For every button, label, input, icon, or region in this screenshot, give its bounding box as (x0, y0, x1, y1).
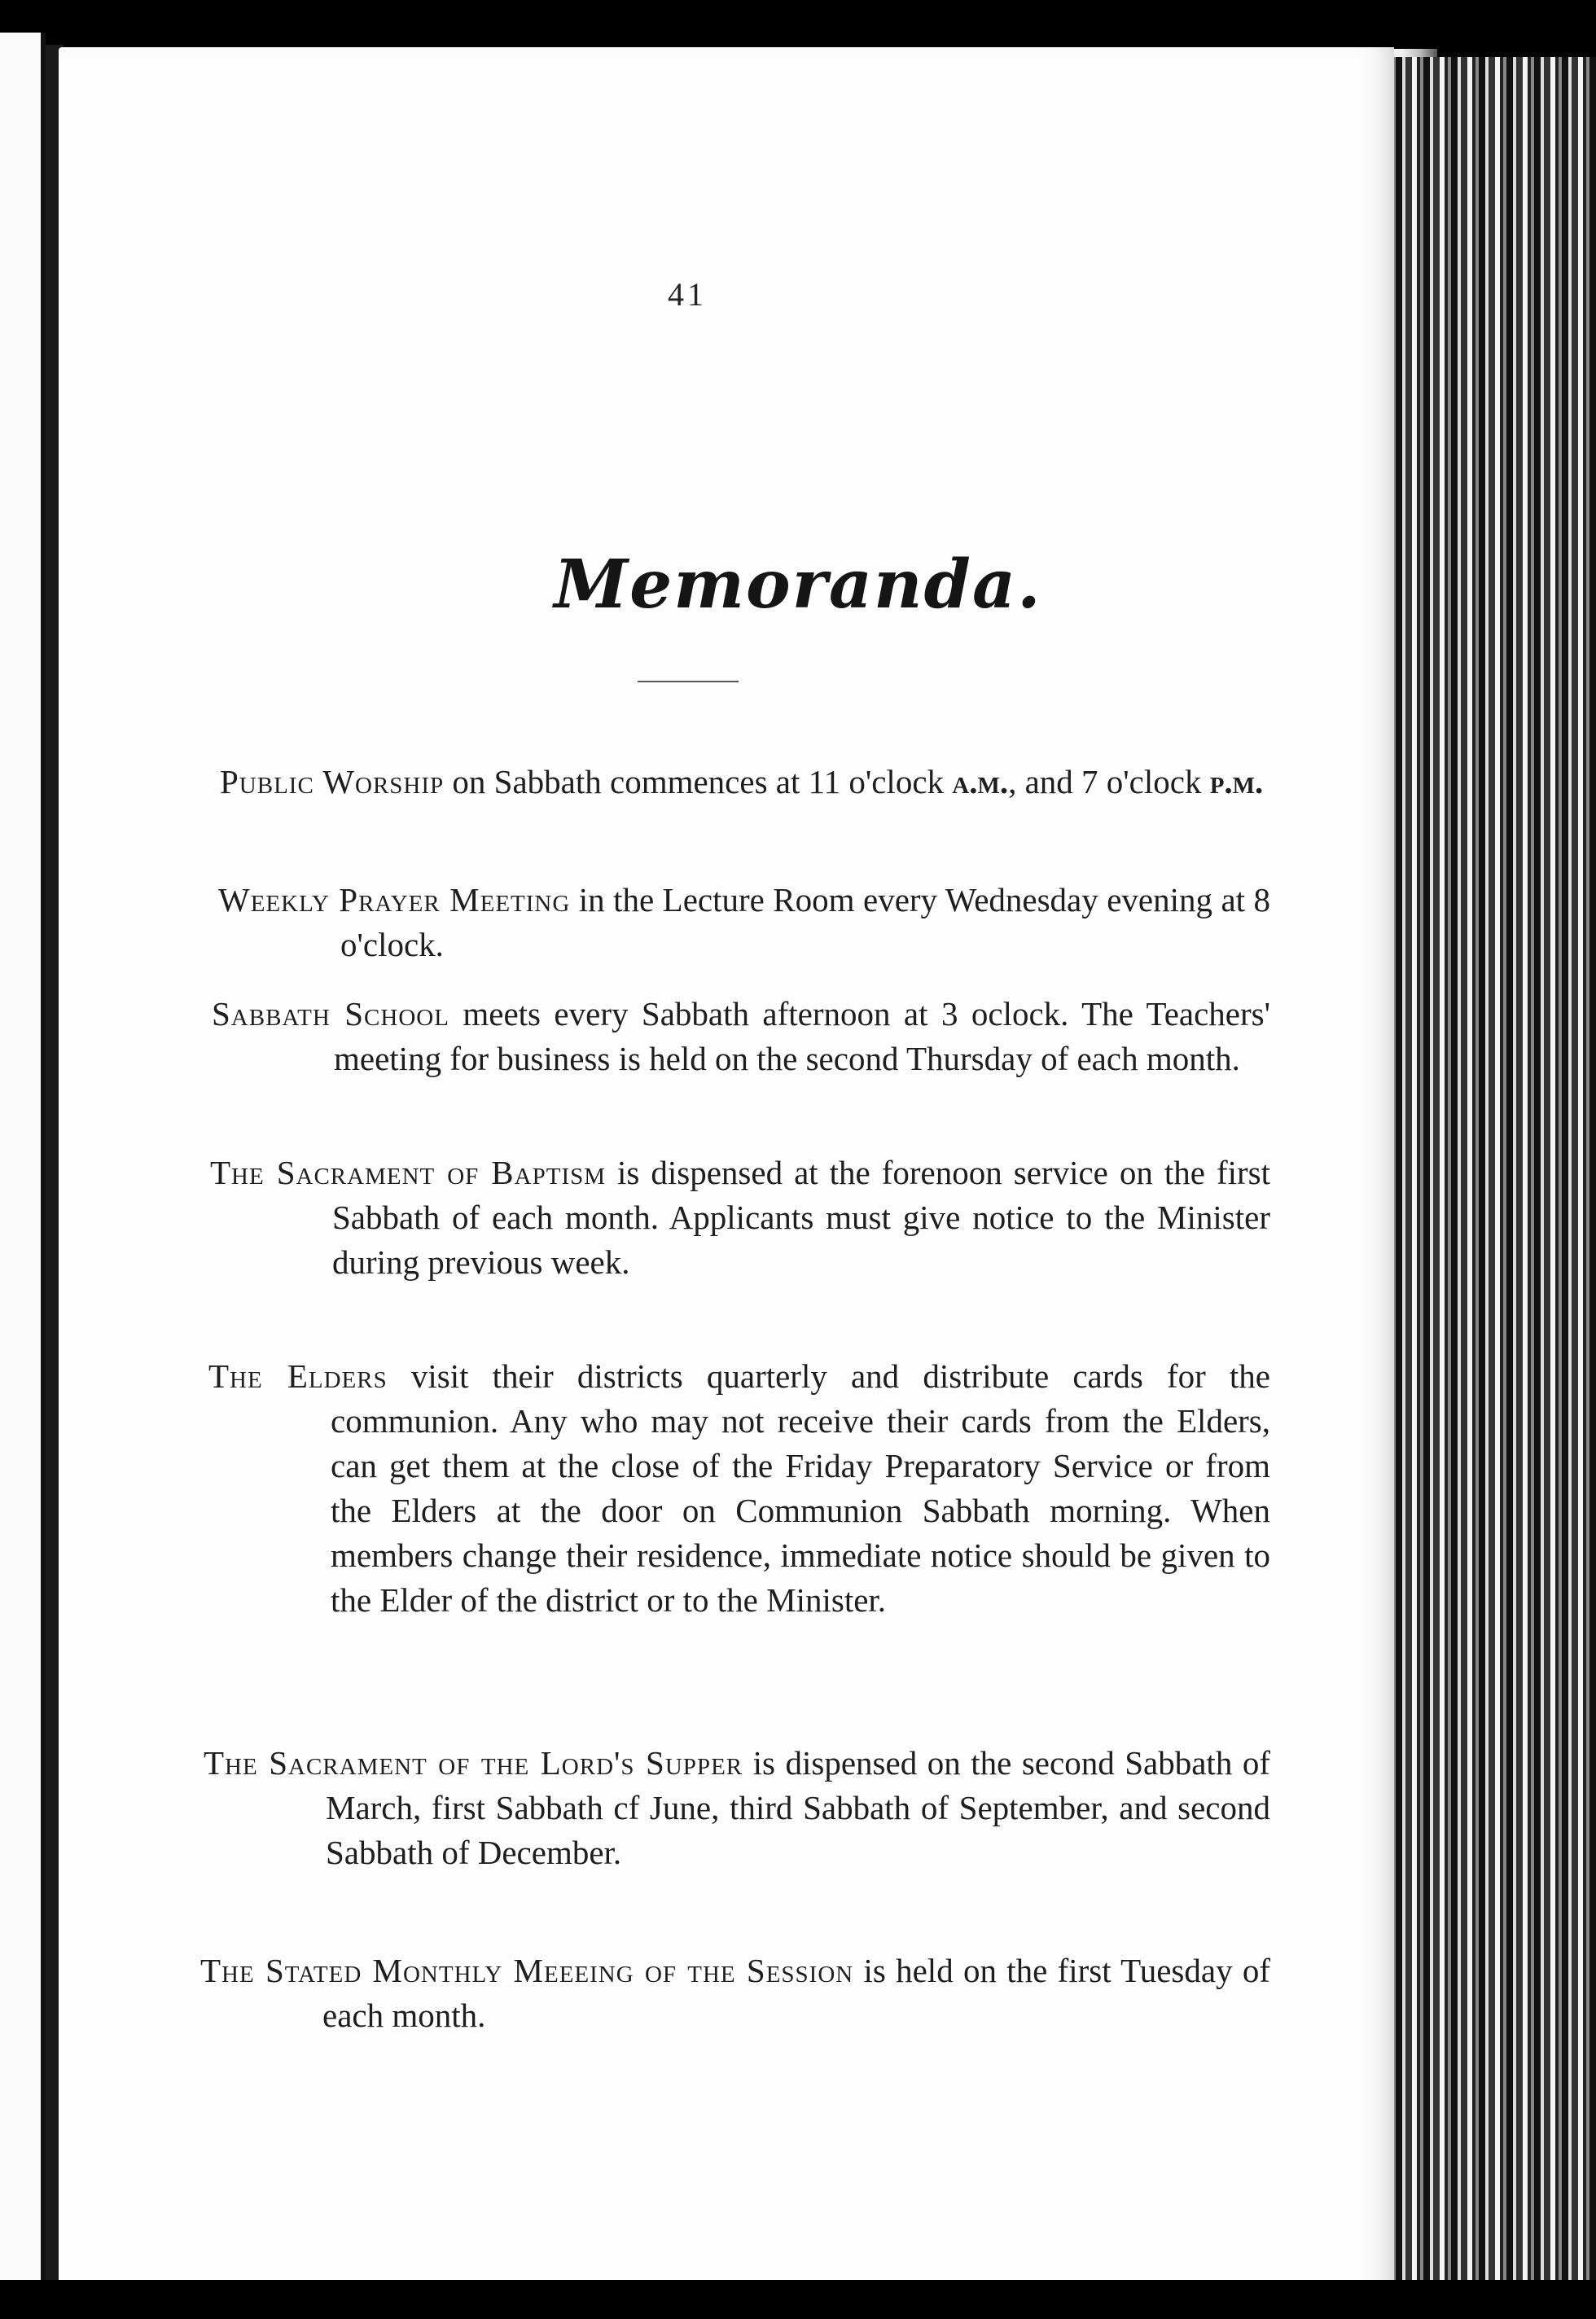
page-number: 41 (668, 276, 707, 313)
scan-top-border (0, 0, 1596, 50)
page-title: Memoranda. (554, 546, 1042, 624)
entry-public-worship (220, 760, 1270, 804)
entry-text: meets every Sabbath afternoon at 3 oclock. The Teachers' meeting for business is held on the second Thursday of each month. (334, 995, 1270, 1077)
entry-text: , and 7 o'clock (1008, 763, 1210, 800)
entry-text: is dispensed at the forenoon service on the first Sabbath of each month. Applicants must give notice to the Minister during previous week. (332, 1154, 1270, 1281)
time-pm: p.m. (1209, 763, 1264, 800)
facing-page-edge (0, 33, 46, 2280)
page-stack-edges (1384, 57, 1596, 2319)
entry-text: in the Lecture Room every Wednesday evening at 8 o'clock. (340, 881, 1270, 963)
entry-sabbath-school (212, 992, 1270, 1081)
entry-lead: The Sacrament of Baptism (210, 1154, 607, 1191)
entry-lead: Sabbath School (212, 995, 449, 1032)
scan-bottom-border (0, 2280, 1596, 2319)
entry-text: visit their districts quarterly and distribute cards for the communion. Any who may not receive their cards from the Elders, can get them at the close of the Friday Preparatory Service or from the Elders at the door on Communion Sabbath morning. When members change their residence, immediate notice should be given to the Elder of the district or to the Minister. (331, 1357, 1270, 1619)
title-rule (638, 681, 739, 682)
entry-lead: Public Worship (220, 763, 445, 800)
entry-lead: The Elders (208, 1357, 388, 1395)
entry-lead: Weekly Prayer Meeting (218, 881, 571, 918)
entry-baptism (210, 1151, 1270, 1285)
entry-text: is held on the first Tuesday of each month. (322, 1952, 1271, 2034)
entry-session-meeting (200, 1949, 1270, 2038)
entry-text: on Sabbath commences at 11 o'clock (444, 763, 953, 800)
entry-lead: The Sacrament of the Lord's Supper (204, 1744, 743, 1782)
entry-lords-supper (204, 1741, 1270, 1875)
time-am: a.m. (952, 763, 1009, 800)
entry-text: is dispensed on the second Sabbath of March, first Sabbath cf June, third Sabbath of September, and second Sabbath of December. (326, 1744, 1270, 1871)
entry-prayer-meeting (218, 878, 1270, 967)
entry-elders (208, 1354, 1270, 1623)
entry-lead: The Stated Monthly Meeeing of the Session (200, 1952, 854, 1989)
